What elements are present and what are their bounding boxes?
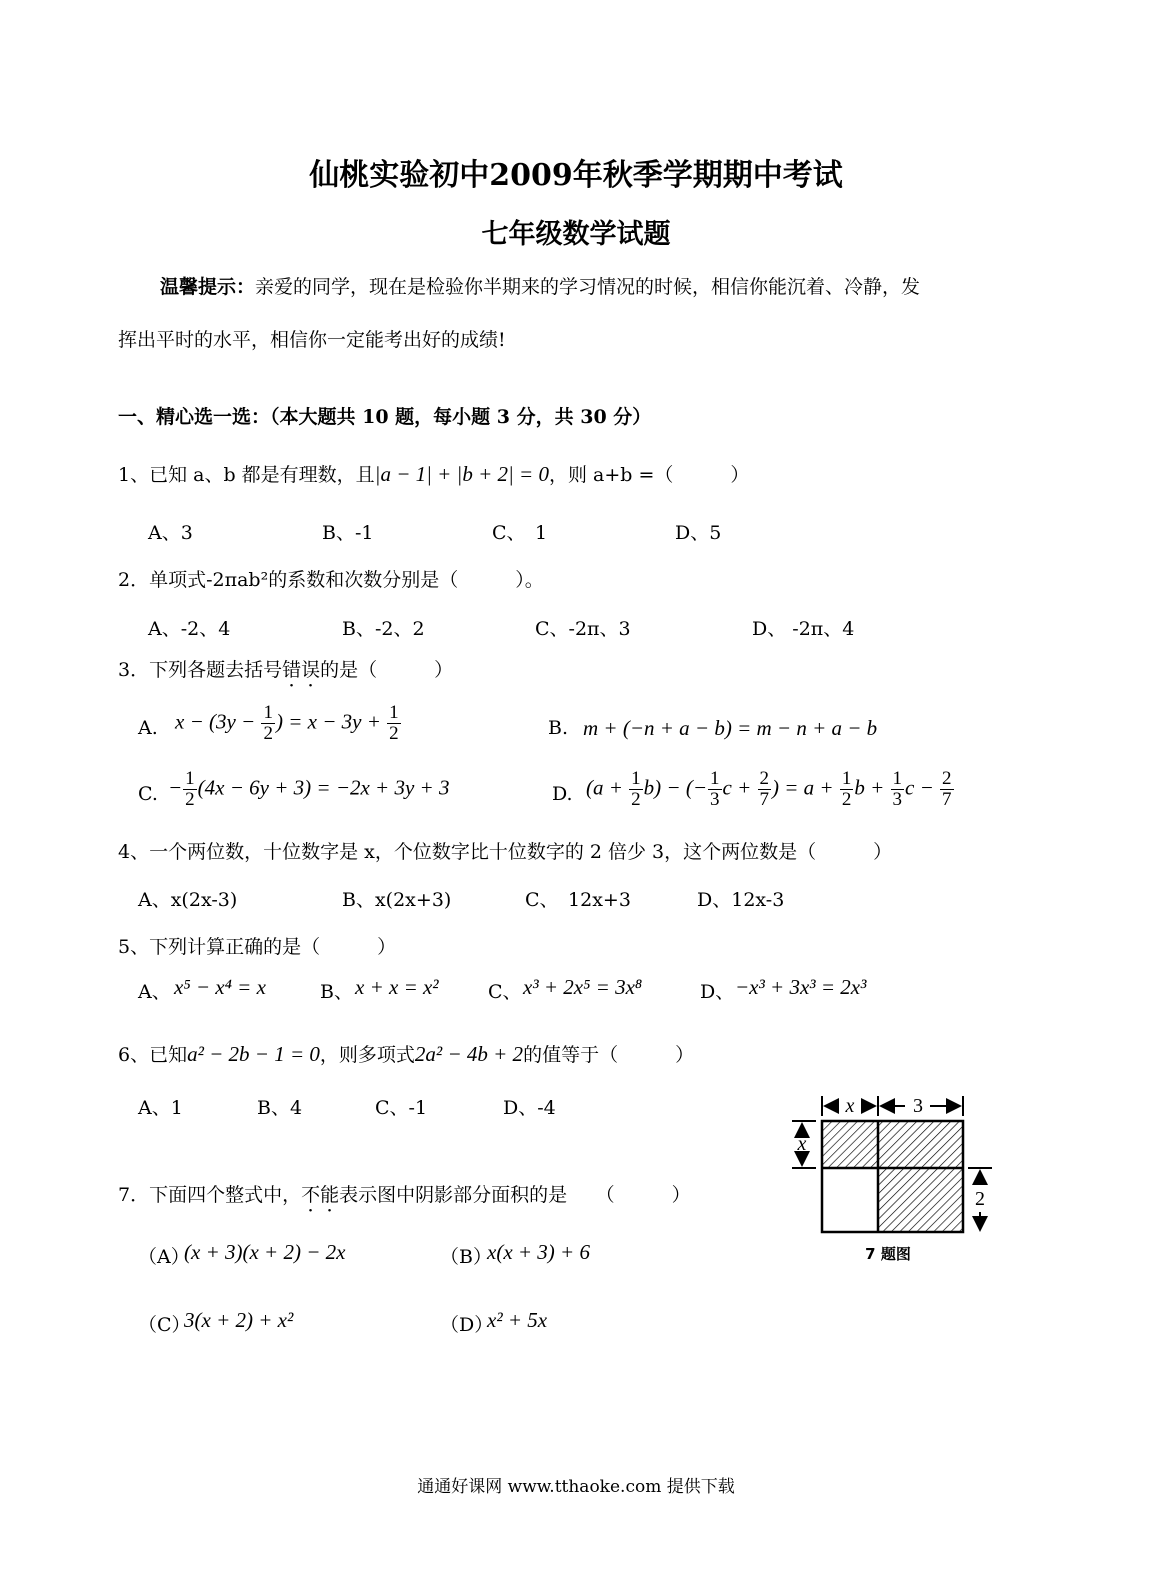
- q5-option-c-label: C、: [488, 981, 522, 1003]
- q3-emphasis-2: 误: [301, 659, 321, 681]
- q6-option-d: D、-4: [503, 1097, 556, 1119]
- q3-emphasis-1: 错: [282, 659, 302, 681]
- label-top-x: x: [845, 1095, 855, 1117]
- footer-text: 通通好课网 www.tthaoke.com 提供下载: [417, 1477, 735, 1497]
- q6-middle: ，则多项式: [319, 1044, 415, 1066]
- figure-caption: 7 题图: [865, 1245, 911, 1263]
- q3-option-b-label: B.: [548, 717, 569, 739]
- q3-post: 的是（ ）: [320, 659, 454, 681]
- q3-option-a-label: A.: [138, 717, 158, 739]
- tip-line-1: [160, 272, 920, 299]
- q3-option-b: m + (−n + a − b) = m − n + a − b: [583, 716, 878, 740]
- tip-label: 温馨提示：: [160, 276, 256, 298]
- q1-expression: |a − 1| + |b + 2| = 0: [374, 462, 549, 486]
- q6-prefix: 6、已知: [118, 1044, 188, 1066]
- q3-option-a: x − (3y − $\frac{1}{2}$ ) = x − 3y + $\frac{1}{2}$: [175, 702, 399, 744]
- q5-option-d: −x³ + 3x³ = 2x³: [735, 975, 867, 999]
- q3-option-c-label: C.: [138, 783, 158, 805]
- question-3: [118, 655, 453, 682]
- q3-pre: 3．下列各题去括号: [118, 659, 283, 681]
- q5-option-a: x⁵ − x⁴ = x: [174, 975, 266, 999]
- q2-option-b: B、-2、2: [342, 618, 425, 640]
- tip-text-2: 挥出平时的水平，相信你一定能考出好的成绩!: [118, 329, 506, 351]
- q5-option-b: x + x = x²: [355, 975, 439, 999]
- q7-option-c-label: （C）: [138, 1314, 191, 1336]
- q1-prefix: 1、已知 a、b 都是有理数，且: [118, 464, 375, 486]
- q7-option-a: (x + 3)(x + 2) − 2x: [184, 1240, 346, 1264]
- q1-option-a: A、3: [148, 522, 193, 544]
- q5-option-c: x³ + 2x⁵ = 3x⁸: [523, 975, 643, 999]
- q1-suffix: ，则 a+b =（ ）: [548, 464, 750, 486]
- q2-option-d: D、 -2π、4: [752, 618, 855, 640]
- q4-option-c: C、 12x+3: [525, 889, 631, 911]
- q4-option-b: B、x(2x+3): [342, 889, 452, 911]
- q5-option-b-label: B、: [320, 981, 353, 1003]
- q6-condition: a² − 2b − 1 = 0: [187, 1042, 320, 1066]
- q2-option-a: A、-2、4: [148, 618, 231, 640]
- q1-option-b: B、-1: [322, 522, 374, 544]
- q7-emphasis-2: 能: [320, 1184, 340, 1206]
- question-5: 5、下列计算正确的是（ ）: [118, 936, 397, 958]
- question-6: [118, 1040, 694, 1067]
- q7-option-c: 3(x + 2) + x²: [184, 1308, 294, 1332]
- tip-text-1: 亲爱的同学，现在是检验你半期来的学习情况的时候，相信你能沉着、冷静，发: [255, 276, 921, 298]
- exam-subtitle: 七年级数学试题: [481, 219, 671, 250]
- q3-option-d-label: D.: [552, 783, 573, 805]
- question-7: [118, 1180, 691, 1207]
- q1-option-d: D、5: [675, 522, 722, 544]
- q4-option-a: A、x(2x-3): [138, 889, 238, 911]
- q7-pre: 7．下面四个整式中，: [118, 1184, 302, 1206]
- q2-option-c: C、-2π、3: [535, 618, 631, 640]
- q7-option-d-label: （D）: [440, 1314, 494, 1336]
- exam-title: 仙桃实验初中2009年秋季学期期中考试: [309, 158, 843, 193]
- q6-polynomial: 2a² − 4b + 2: [414, 1042, 524, 1066]
- q7-post: 表示图中阴影部分面积的是 （ ）: [339, 1184, 691, 1206]
- q7-option-d: x² + 5x: [487, 1308, 548, 1332]
- q5-option-d-label: D、: [700, 981, 735, 1003]
- q6-suffix: 的值等于（ ）: [523, 1044, 695, 1066]
- question-4: 4、一个两位数，十位数字是 x，个位数字比十位数字的 2 倍少 3，这个两位数是（ ）: [118, 841, 893, 863]
- q7-option-a-label: （A）: [138, 1246, 190, 1268]
- q1-option-c: C、 1: [492, 522, 548, 544]
- q6-option-c: C、-1: [375, 1097, 428, 1119]
- q3-option-c: − $\frac{1}{2}$ (4x − 6y + 3) = −2x + 3y + 3: [168, 768, 450, 810]
- question-2: 2．单项式-2πab²的系数和次数分别是（ ）。: [118, 569, 544, 591]
- section-1-heading: 一、精心选一选：（本大题共 10 题，每小题 3 分，共 30 分）: [118, 406, 652, 428]
- q6-option-a: A、1: [138, 1097, 183, 1119]
- shaded-top-right: [878, 1121, 963, 1168]
- q7-option-b-label: （B）: [440, 1246, 492, 1268]
- label-right-2: 2: [975, 1188, 985, 1210]
- shaded-bottom-right: [878, 1168, 963, 1232]
- q7-option-b: x(x + 3) + 6: [487, 1240, 590, 1264]
- shaded-top-left: [822, 1121, 878, 1168]
- q7-emphasis-1: 不: [301, 1184, 321, 1206]
- q7-area-figure: [780, 1088, 1010, 1273]
- label-left-x: x: [797, 1133, 807, 1155]
- q6-option-b: B、4: [257, 1097, 303, 1119]
- label-top-3: 3: [913, 1095, 923, 1117]
- q5-option-a-label: A、: [138, 981, 171, 1003]
- q3-option-d: (a + $\frac{1}{2}$ b) − (− $\frac{1}{3}$ c + $\frac{2}{7}$ ) = a + $\frac{1}{2}$ b + $\frac{1}{3}$ c − $\frac{2}{7}$: [586, 768, 952, 810]
- question-1: [118, 460, 749, 487]
- q4-option-d: D、12x-3: [697, 889, 785, 911]
